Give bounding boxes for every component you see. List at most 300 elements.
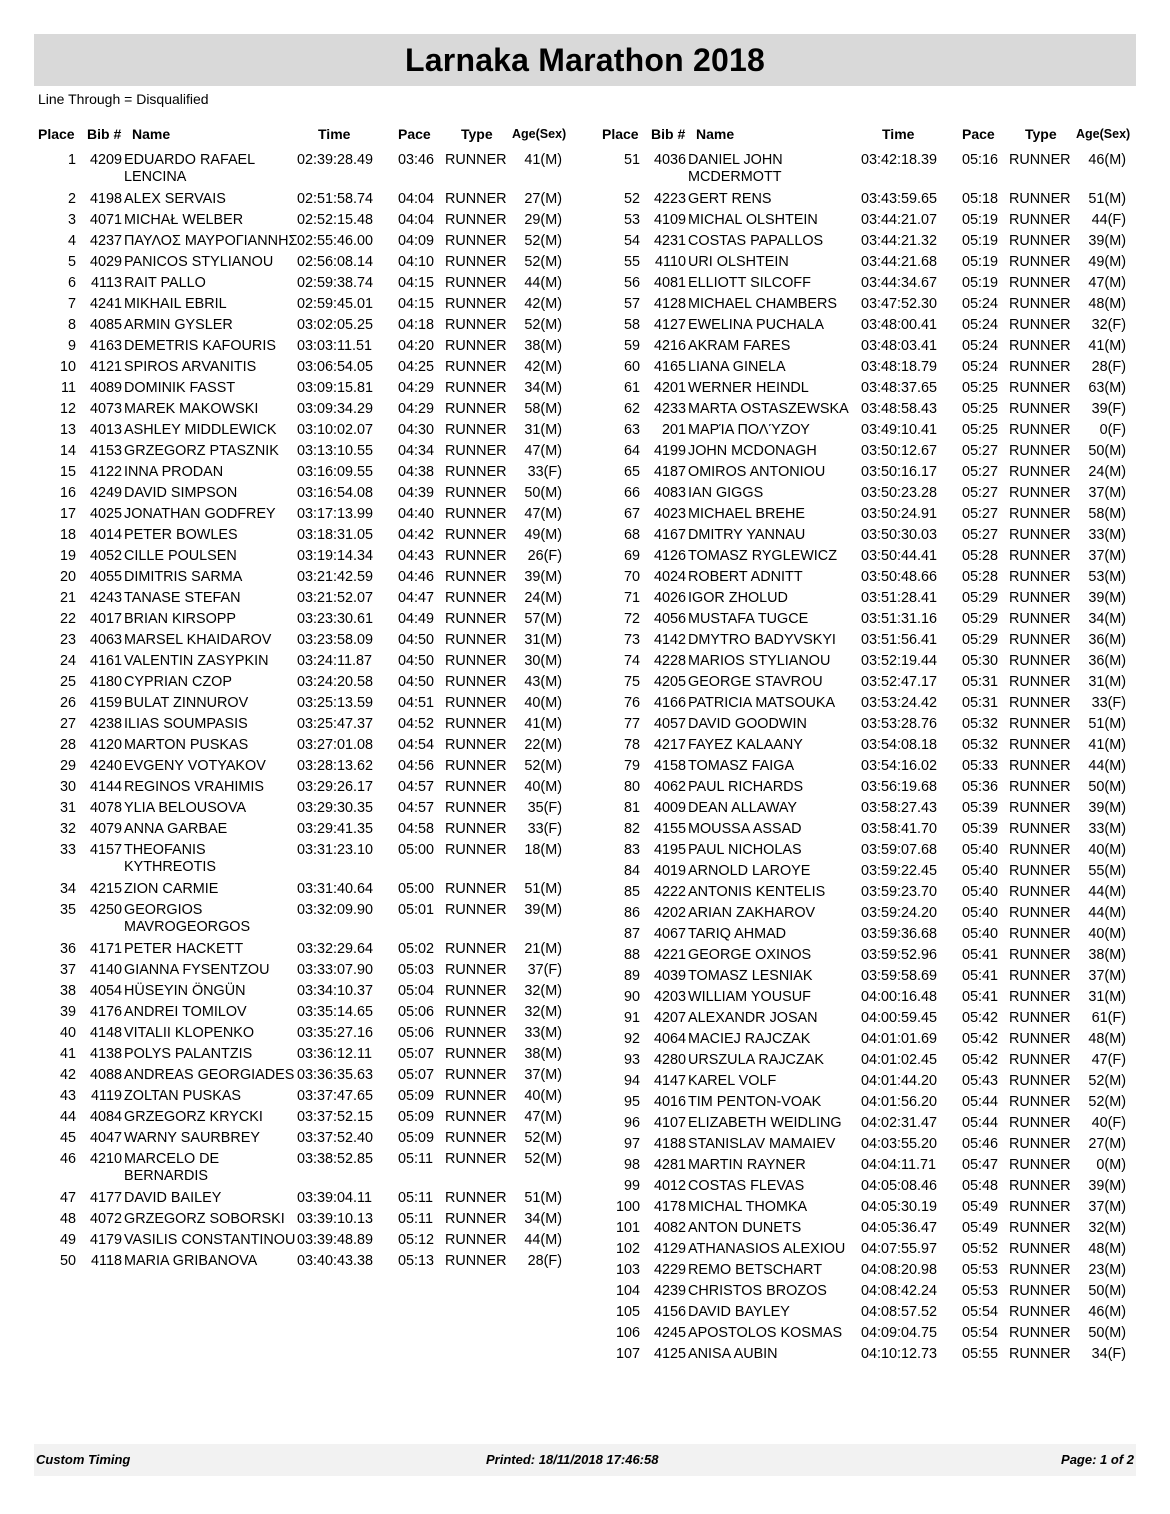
type-cell: RUNNER — [1009, 1283, 1071, 1299]
pace-cell: 04:38 — [398, 464, 435, 480]
bib-cell: 4026 — [653, 590, 686, 606]
pace-cell: 05:52 — [962, 1241, 999, 1257]
name-cell: TOMASZ RYGLEWICZ — [688, 548, 837, 564]
pace-cell: 05:53 — [962, 1283, 999, 1299]
type-cell: RUNNER — [445, 758, 507, 774]
bib-cell: 4176 — [89, 1004, 122, 1020]
type-cell: RUNNER — [445, 527, 507, 543]
time-cell: 03:17:13.99 — [297, 506, 374, 522]
table-row — [600, 674, 1148, 695]
type-cell: RUNNER — [445, 152, 507, 168]
bib-cell: 4089 — [89, 380, 122, 396]
time-cell: 03:59:58.69 — [861, 968, 938, 984]
type-cell: RUNNER — [1009, 212, 1071, 228]
type-cell: RUNNER — [1009, 1304, 1071, 1320]
time-cell: 03:29:26.17 — [297, 779, 374, 795]
bib-cell: 4012 — [653, 1178, 686, 1194]
time-cell: 03:35:14.65 — [297, 1004, 374, 1020]
place-cell: 71 — [623, 590, 640, 606]
place-cell: 93 — [623, 1052, 640, 1068]
age-sex-cell: 46(M) — [1088, 152, 1126, 168]
place-cell: 47 — [59, 1190, 76, 1206]
pace-cell: 05:25 — [962, 401, 999, 417]
time-cell: 04:04:11.71 — [861, 1157, 936, 1173]
name-cell: GRZEGORZ PTASZNIK — [124, 443, 279, 459]
pace-cell: 05:13 — [398, 1253, 435, 1269]
name-cell: DMYTRO BADYVSKYI — [688, 632, 836, 648]
pace-cell: 05:11 — [398, 1151, 433, 1167]
type-cell: RUNNER — [445, 983, 507, 999]
pace-cell: 05:16 — [962, 152, 999, 168]
bib-cell: 4238 — [89, 716, 122, 732]
time-cell: 03:44:34.67 — [861, 275, 938, 291]
time-cell: 03:50:24.91 — [861, 506, 938, 522]
name-cell: DAVID GOODWIN — [688, 716, 807, 732]
name-cell: COSTAS PAPALLOS — [688, 233, 824, 249]
bib-cell: 4167 — [653, 527, 686, 543]
age-sex-cell: 63(M) — [1088, 380, 1126, 396]
results-column-right — [600, 126, 1148, 1367]
place-cell: 62 — [623, 401, 640, 417]
table-row — [36, 1109, 584, 1130]
name-cell: IGOR ZHOLUD — [688, 590, 788, 606]
age-sex-cell: 30(M) — [524, 653, 562, 669]
bib-cell: 4229 — [653, 1262, 686, 1278]
name-cell: LIANA GINELA — [688, 359, 786, 375]
type-cell: RUNNER — [1009, 905, 1071, 921]
place-cell: 84 — [623, 863, 640, 879]
type-cell: RUNNER — [445, 254, 507, 270]
age-sex-cell: 34(M) — [524, 1211, 562, 1227]
table-row — [600, 758, 1148, 779]
type-cell: RUNNER — [445, 1004, 507, 1020]
pace-cell: 05:49 — [962, 1199, 999, 1215]
type-cell: RUNNER — [1009, 863, 1071, 879]
name-cell: PANICOS STYLIANOU — [124, 254, 274, 270]
pace-cell: 05:06 — [398, 1004, 435, 1020]
place-cell: 63 — [623, 422, 640, 438]
name-cell: ELLIOTT SILCOFF — [688, 275, 811, 291]
name-cell: GEORGE OXINOS — [688, 947, 812, 963]
type-cell: RUNNER — [445, 737, 507, 753]
place-cell: 6 — [67, 275, 76, 291]
time-cell: 04:01:02.45 — [861, 1052, 938, 1068]
pace-cell: 05:29 — [962, 632, 999, 648]
table-row — [600, 1325, 1148, 1346]
pace-cell: 04:39 — [398, 485, 435, 501]
type-cell: RUNNER — [1009, 695, 1071, 711]
age-sex-cell: 33(M) — [1088, 527, 1126, 543]
place-cell: 68 — [623, 527, 640, 543]
bib-cell: 4153 — [89, 443, 122, 459]
time-cell: 03:35:27.16 — [297, 1025, 374, 1041]
table-row — [600, 275, 1148, 296]
age-sex-cell: 52(M) — [1088, 1073, 1126, 1089]
place-cell: 59 — [623, 338, 640, 354]
header-bib: Bib # — [651, 126, 686, 142]
name-cell: ALEXANDR JOSAN — [688, 1010, 818, 1026]
bib-cell: 4202 — [653, 905, 686, 921]
table-row — [36, 422, 584, 443]
name-cell: IAN GIGGS — [688, 485, 764, 501]
table-row — [36, 983, 584, 1004]
table-row — [36, 674, 584, 695]
type-cell: RUNNER — [445, 212, 507, 228]
age-sex-cell: 24(M) — [524, 590, 562, 606]
table-row — [600, 695, 1148, 716]
place-cell: 4 — [67, 233, 76, 249]
age-sex-cell: 28(F) — [1091, 359, 1126, 375]
time-cell: 03:23:58.09 — [297, 632, 374, 648]
place-cell: 92 — [623, 1031, 640, 1047]
time-cell: 02:59:45.01 — [297, 296, 374, 312]
place-cell: 73 — [623, 632, 640, 648]
bib-cell: 4056 — [653, 611, 686, 627]
pace-cell: 04:47 — [398, 590, 435, 606]
age-sex-cell: 51(M) — [1088, 716, 1126, 732]
bib-cell: 4188 — [653, 1136, 686, 1152]
bib-cell: 4177 — [89, 1190, 122, 1206]
place-cell: 78 — [623, 737, 640, 753]
age-sex-cell: 40(M) — [524, 695, 562, 711]
pace-cell: 04:49 — [398, 611, 435, 627]
type-cell: RUNNER — [1009, 1010, 1071, 1026]
table-row — [36, 1088, 584, 1109]
pace-cell: 05:18 — [962, 191, 999, 207]
type-cell: RUNNER — [1009, 506, 1071, 522]
bib-cell: 4250 — [89, 902, 122, 918]
pace-cell: 04:29 — [398, 401, 435, 417]
name-cell: MARIOS STYLIANOU — [688, 653, 831, 669]
type-cell: RUNNER — [1009, 422, 1071, 438]
time-cell: 03:59:23.70 — [861, 884, 938, 900]
place-cell: 30 — [59, 779, 76, 795]
table-row — [36, 548, 584, 569]
bib-cell: 4113 — [91, 275, 122, 291]
footer-printed: Printed: 18/11/2018 17:46:58 — [486, 1452, 659, 1467]
name-cell: ANISA AUBIN — [688, 1346, 778, 1362]
place-cell: 15 — [59, 464, 76, 480]
type-cell: RUNNER — [445, 422, 507, 438]
header-age-sex: Age(Sex) — [512, 127, 567, 141]
bib-cell: 4057 — [653, 716, 686, 732]
pace-cell: 03:46 — [398, 152, 435, 168]
pace-cell: 04:15 — [398, 296, 435, 312]
name-cell: YLIA BELOUSOVA — [124, 800, 247, 816]
place-cell: 89 — [623, 968, 640, 984]
pace-cell: 05:27 — [962, 464, 999, 480]
time-cell: 03:59:24.20 — [861, 905, 938, 921]
table-row — [36, 359, 584, 380]
place-cell: 40 — [59, 1025, 76, 1041]
age-sex-cell: 43(M) — [524, 674, 562, 690]
type-cell: RUNNER — [1009, 464, 1071, 480]
place-cell: 95 — [623, 1094, 640, 1110]
type-cell: RUNNER — [445, 1151, 507, 1167]
type-cell: RUNNER — [1009, 1052, 1071, 1068]
place-cell: 39 — [59, 1004, 76, 1020]
place-cell: 22 — [59, 611, 76, 627]
age-sex-cell: 39(M) — [1088, 233, 1126, 249]
bib-cell: 4079 — [89, 821, 122, 837]
age-sex-cell: 52(M) — [524, 1151, 562, 1167]
pace-cell: 05:03 — [398, 962, 435, 978]
pace-cell: 05:32 — [962, 716, 999, 732]
place-cell: 77 — [623, 716, 640, 732]
header-age-sex: Age(Sex) — [1076, 127, 1131, 141]
time-cell: 03:32:09.90 — [297, 902, 374, 918]
pace-cell: 04:40 — [398, 506, 435, 522]
bib-cell: 201 — [661, 422, 686, 438]
age-sex-cell: 40(M) — [524, 1088, 562, 1104]
table-row — [600, 884, 1148, 905]
name-cell: ALEX SERVAIS — [124, 191, 226, 207]
age-sex-cell: 34(F) — [1091, 1346, 1126, 1362]
pace-cell: 04:57 — [398, 800, 435, 816]
time-cell: 03:50:23.28 — [861, 485, 938, 501]
pace-cell: 04:58 — [398, 821, 435, 837]
pace-cell: 05:49 — [962, 1220, 999, 1236]
pace-cell: 05:27 — [962, 443, 999, 459]
type-cell: RUNNER — [445, 1109, 507, 1125]
time-cell: 03:48:00.41 — [861, 317, 938, 333]
name-cell: GRZEGORZ KRYCKI — [124, 1109, 263, 1125]
bib-cell: 4084 — [89, 1109, 122, 1125]
name-cell: FAYEZ KALAANY — [688, 737, 803, 753]
table-row — [36, 1190, 584, 1211]
pace-cell: 04:56 — [398, 758, 435, 774]
time-cell: 03:59:36.68 — [861, 926, 938, 942]
name-cell: PETER HACKETT — [124, 941, 244, 957]
table-row — [600, 548, 1148, 569]
time-cell: 03:51:31.16 — [861, 611, 938, 627]
age-sex-cell: 40(M) — [524, 779, 562, 795]
bib-cell: 4180 — [89, 674, 122, 690]
table-row — [36, 191, 584, 212]
age-sex-cell: 32(F) — [1091, 317, 1126, 333]
place-cell: 33 — [59, 842, 76, 858]
type-cell: RUNNER — [445, 443, 507, 459]
pace-cell: 05:28 — [962, 569, 999, 585]
place-cell: 27 — [59, 716, 76, 732]
table-row — [600, 1241, 1148, 1262]
time-cell: 03:53:28.76 — [861, 716, 938, 732]
table-row — [600, 464, 1148, 485]
bib-cell: 4016 — [653, 1094, 686, 1110]
bib-cell: 4025 — [89, 506, 122, 522]
place-cell: 2 — [67, 191, 76, 207]
place-cell: 24 — [59, 653, 76, 669]
table-row — [36, 695, 584, 716]
bib-cell: 4217 — [653, 737, 686, 753]
type-cell: RUNNER — [1009, 233, 1071, 249]
bib-cell: 4222 — [653, 884, 686, 900]
age-sex-cell: 57(M) — [524, 611, 562, 627]
bib-cell: 4198 — [89, 191, 122, 207]
name-cell: DAVID SIMPSON — [124, 485, 238, 501]
place-cell: 42 — [59, 1067, 76, 1083]
pace-cell: 04:04 — [398, 191, 435, 207]
header-place: Place — [602, 126, 639, 142]
age-sex-cell: 33(F) — [527, 464, 562, 480]
bib-cell: 4014 — [89, 527, 122, 543]
name-cell: ARIAN ZAKHAROV — [688, 905, 816, 921]
time-cell: 02:56:08.14 — [297, 254, 374, 270]
pace-cell: 05:27 — [962, 527, 999, 543]
place-cell: 7 — [67, 296, 76, 312]
type-cell: RUNNER — [445, 800, 507, 816]
name-cell: PATRICIA MATSOUKA — [688, 695, 836, 711]
bib-cell: 4067 — [653, 926, 686, 942]
type-cell: RUNNER — [1009, 1325, 1071, 1341]
name-cell: ANTONIS KENTELIS — [688, 884, 826, 900]
time-cell: 04:05:36.47 — [861, 1220, 938, 1236]
pace-cell: 05:12 — [398, 1232, 435, 1248]
age-sex-cell: 36(M) — [1088, 653, 1126, 669]
place-cell: 23 — [59, 632, 76, 648]
place-cell: 28 — [59, 737, 76, 753]
age-sex-cell: 22(M) — [524, 737, 562, 753]
type-cell: RUNNER — [445, 779, 507, 795]
age-sex-cell: 42(M) — [524, 296, 562, 312]
time-cell: 03:16:09.55 — [297, 464, 374, 480]
pace-cell: 04:46 — [398, 569, 435, 585]
pace-cell: 05:24 — [962, 338, 999, 354]
place-cell: 66 — [623, 485, 640, 501]
type-cell: RUNNER — [1009, 275, 1071, 291]
bib-cell: 4187 — [653, 464, 686, 480]
table-row — [36, 506, 584, 527]
time-cell: 03:24:11.87 — [297, 653, 372, 669]
age-sex-cell: 41(M) — [524, 716, 562, 732]
pace-cell: 05:00 — [398, 881, 435, 897]
pace-cell: 05:54 — [962, 1325, 999, 1341]
bib-cell: 4107 — [653, 1115, 686, 1131]
results-column-left — [36, 126, 584, 1274]
time-cell: 03:42:18.39 — [861, 152, 938, 168]
type-cell: RUNNER — [445, 962, 507, 978]
name-cell: APOSTOLOS KOSMAS — [688, 1325, 843, 1341]
type-cell: RUNNER — [1009, 737, 1071, 753]
pace-cell: 05:41 — [962, 968, 999, 984]
bib-cell: 4128 — [653, 296, 686, 312]
place-cell: 44 — [59, 1109, 76, 1125]
name-cell: BRIAN KIRSOPP — [124, 611, 236, 627]
table-row — [600, 968, 1148, 989]
type-cell: RUNNER — [1009, 548, 1071, 564]
bib-cell: 4039 — [653, 968, 686, 984]
age-sex-cell: 61(F) — [1091, 1010, 1126, 1026]
age-sex-cell: 21(M) — [524, 941, 562, 957]
age-sex-cell: 18(M) — [524, 842, 562, 858]
age-sex-cell: 47(F) — [1091, 1052, 1126, 1068]
bib-cell: 4125 — [653, 1346, 686, 1362]
name-cell: RAIT PALLO — [124, 275, 206, 291]
age-sex-cell: 58(M) — [1088, 506, 1126, 522]
pace-cell: 05:27 — [962, 485, 999, 501]
name-cell: MOUSSA ASSAD — [688, 821, 802, 837]
age-sex-cell: 31(M) — [524, 422, 562, 438]
bib-cell: 4036 — [653, 152, 686, 168]
place-cell: 87 — [623, 926, 640, 942]
bib-cell: 4013 — [89, 422, 122, 438]
place-cell: 55 — [623, 254, 640, 270]
name-cell: CYPRIAN CZOP — [124, 674, 232, 690]
time-cell: 03:43:59.65 — [861, 191, 938, 207]
time-cell: 04:03:55.20 — [861, 1136, 938, 1152]
table-row — [36, 881, 584, 902]
table-row — [36, 1025, 584, 1046]
time-cell: 03:50:30.03 — [861, 527, 938, 543]
age-sex-cell: 51(M) — [524, 881, 562, 897]
pace-cell: 05:06 — [398, 1025, 435, 1041]
name-cell: ΠΑΥΛΟΣ ΜΑΥΡΟΓΙΑΝΝΗΣ — [124, 233, 298, 249]
pace-cell: 04:09 — [398, 233, 435, 249]
header-name: Name — [696, 126, 735, 142]
pace-cell: 05:40 — [962, 863, 999, 879]
type-cell: RUNNER — [445, 275, 507, 291]
table-row — [600, 632, 1148, 653]
pace-cell: 05:39 — [962, 821, 999, 837]
type-cell: RUNNER — [1009, 779, 1071, 795]
table-row — [600, 506, 1148, 527]
bib-cell: 4078 — [89, 800, 122, 816]
table-row — [36, 1151, 584, 1190]
type-cell: RUNNER — [445, 716, 507, 732]
header-bib: Bib # — [87, 126, 122, 142]
place-cell: 61 — [623, 380, 640, 396]
bib-cell: 4240 — [89, 758, 122, 774]
bib-cell: 4088 — [89, 1067, 122, 1083]
type-cell: RUNNER — [445, 380, 507, 396]
age-sex-cell: 37(M) — [1088, 548, 1126, 564]
name-cell: DMITRY YANNAU — [688, 527, 806, 543]
bib-cell: 4017 — [89, 611, 122, 627]
pace-cell: 05:40 — [962, 884, 999, 900]
place-cell: 21 — [59, 590, 76, 606]
place-cell: 74 — [623, 653, 640, 669]
type-cell: RUNNER — [1009, 359, 1071, 375]
table-row — [36, 962, 584, 983]
type-cell: RUNNER — [1009, 443, 1071, 459]
time-cell: 03:21:52.07 — [297, 590, 374, 606]
age-sex-cell: 47(M) — [1088, 275, 1126, 291]
bib-cell: 4064 — [653, 1031, 686, 1047]
time-cell: 03:50:44.41 — [861, 548, 938, 564]
pace-cell: 05:19 — [962, 254, 999, 270]
table-row — [36, 1046, 584, 1067]
name-cell: ΜΑΡΊΑ ΠΟΛΎΖΟΥ — [688, 422, 810, 438]
name-cell: STANISLAV MAMAIEV — [688, 1136, 836, 1152]
time-cell: 03:51:56.41 — [861, 632, 938, 648]
age-sex-cell: 26(F) — [527, 548, 562, 564]
name-cell: TIM PENTON-VOAK — [688, 1094, 822, 1110]
table-row — [600, 842, 1148, 863]
age-sex-cell: 27(M) — [524, 191, 562, 207]
table-row — [36, 485, 584, 506]
pace-cell: 05:09 — [398, 1130, 435, 1146]
bib-cell: 4019 — [653, 863, 686, 879]
place-cell: 32 — [59, 821, 76, 837]
name-cell: THEOFANIS KYTHREOTIS — [124, 842, 216, 875]
pace-cell: 05:19 — [962, 233, 999, 249]
name-cell: ANDREI TOMILOV — [124, 1004, 247, 1020]
pace-cell: 04:43 — [398, 548, 435, 564]
table-row — [600, 1157, 1148, 1178]
bib-cell: 4062 — [653, 779, 686, 795]
name-cell: KAREL VOLF — [688, 1073, 777, 1089]
type-cell: RUNNER — [445, 1088, 507, 1104]
